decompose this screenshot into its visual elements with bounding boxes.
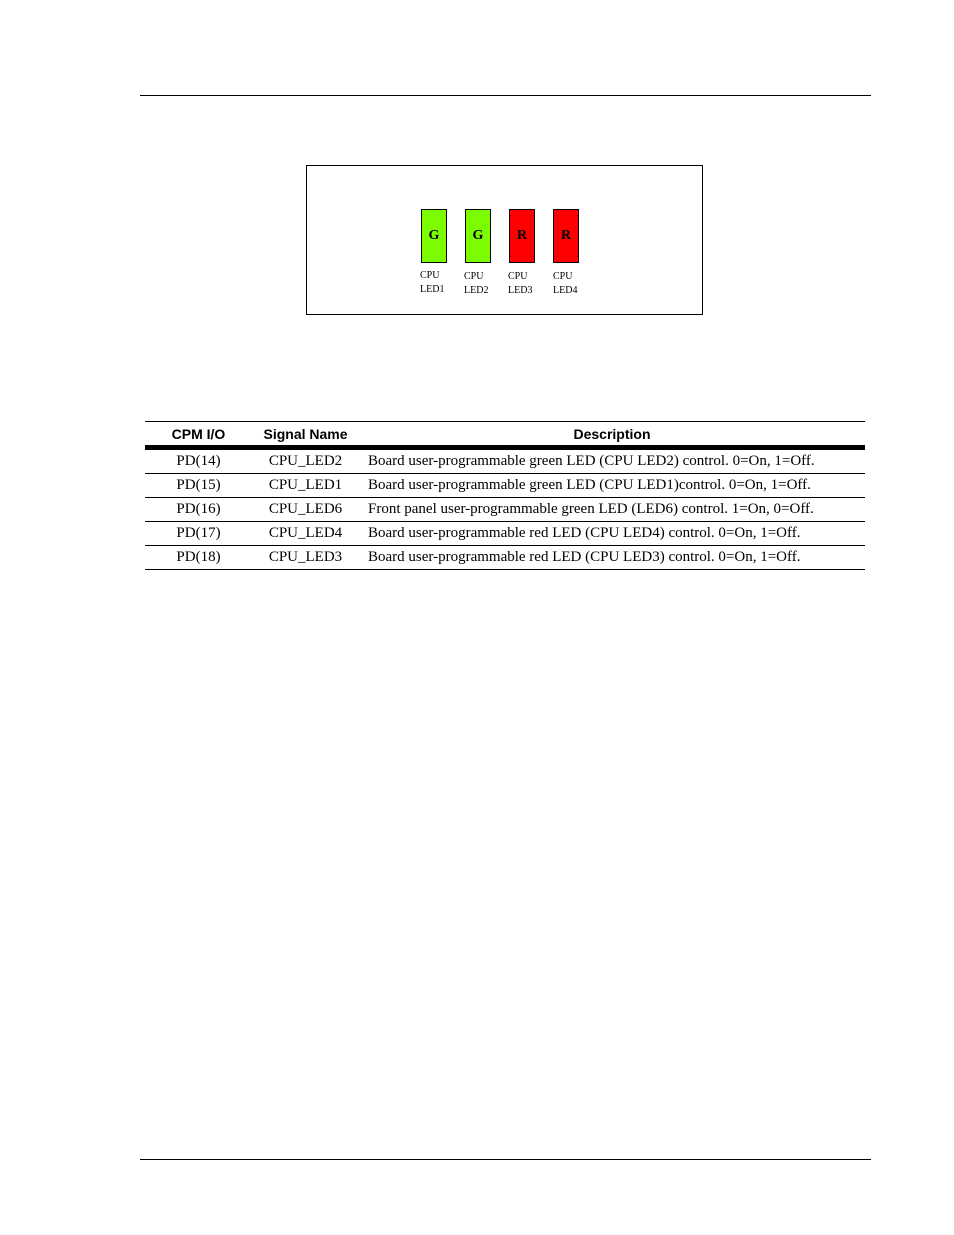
led-cpu-led4: R	[553, 209, 579, 263]
led-label-cpu-led4: CPU LED4	[553, 271, 578, 296]
led-cpu-led1: G	[421, 209, 447, 263]
footer-rule	[140, 1159, 871, 1160]
led-cpu-led3: R	[509, 209, 535, 263]
cell-description: Board user-programmable green LED (CPU LED2) control. 0=On, 1=Off.	[359, 448, 865, 474]
cell-cpm-io: PD(16)	[145, 498, 252, 522]
table-row	[145, 474, 865, 498]
table-row	[145, 522, 865, 546]
cell-signal-name: CPU_LED6	[252, 498, 359, 522]
cell-signal-name: CPU_LED2	[252, 448, 359, 474]
led-cpu-led2: G	[465, 209, 491, 263]
cell-cpm-io: PD(15)	[145, 474, 252, 498]
cell-signal-name: CPU_LED4	[252, 522, 359, 546]
cell-description: Board user-programmable red LED (CPU LED4) control. 0=On, 1=Off.	[359, 522, 865, 546]
cell-signal-name: CPU_LED3	[252, 546, 359, 570]
cell-description: Board user-programmable green LED (CPU LED1)control. 0=On, 1=Off.	[359, 474, 865, 498]
header-rule	[140, 95, 871, 96]
led-label-cpu-led1: CPU LED1	[420, 270, 445, 295]
led-signal-table	[145, 421, 865, 570]
table-row	[145, 498, 865, 522]
led-label-cpu-led2: CPU LED2	[464, 271, 489, 296]
cell-signal-name: CPU_LED1	[252, 474, 359, 498]
col-header-signal-name: Signal Name	[252, 422, 359, 448]
table-header-row	[145, 422, 865, 448]
table-row	[145, 448, 865, 474]
led-panel-figure	[306, 165, 703, 315]
cell-cpm-io: PD(17)	[145, 522, 252, 546]
col-header-description: Description	[359, 422, 865, 448]
col-header-cpm-io: CPM I/O	[145, 422, 252, 448]
cell-description: Front panel user-programmable green LED (LED6) control. 1=On, 0=Off.	[359, 498, 865, 522]
cell-cpm-io: PD(18)	[145, 546, 252, 570]
cell-cpm-io: PD(14)	[145, 448, 252, 474]
led-label-cpu-led3: CPU LED3	[508, 271, 533, 296]
table-row	[145, 546, 865, 570]
cell-description: Board user-programmable red LED (CPU LED3) control. 0=On, 1=Off.	[359, 546, 865, 570]
